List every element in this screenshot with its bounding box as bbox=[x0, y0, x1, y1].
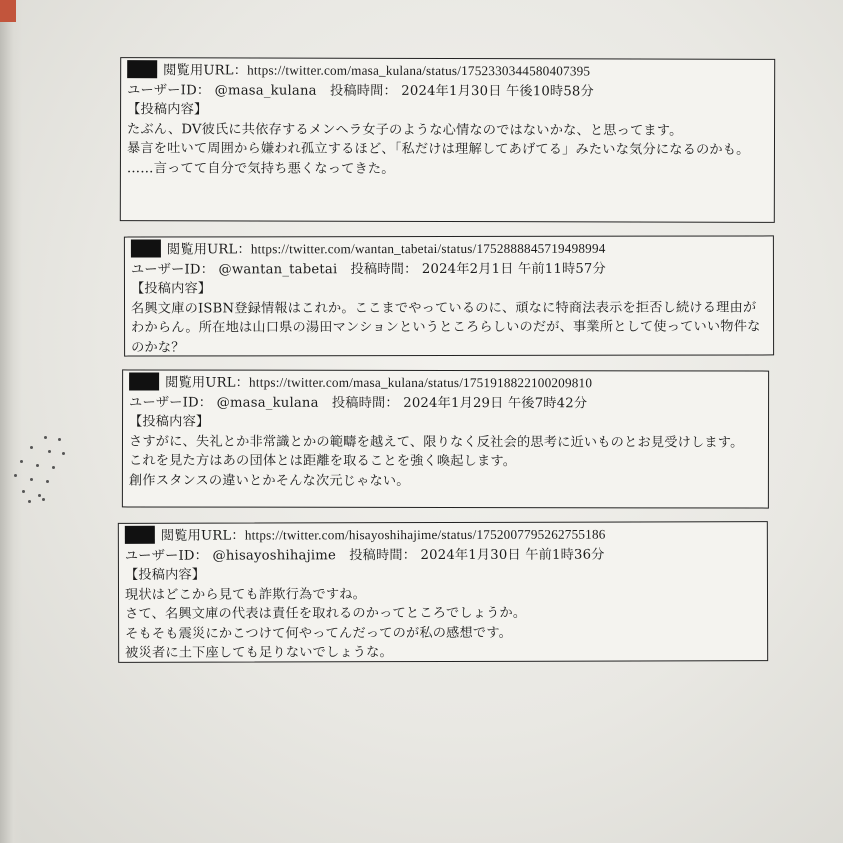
user-id: @wantan_tabetai bbox=[218, 261, 338, 277]
content-line: たぶん、DV彼氏に共依存するメンヘラ女子のような心情なのではないかな、と思ってます。 bbox=[127, 121, 683, 139]
post-card bbox=[124, 235, 774, 356]
page-shadow-edge bbox=[0, 0, 22, 843]
punch-hole-dot bbox=[30, 478, 33, 481]
punch-hole-dot bbox=[62, 452, 65, 455]
redaction-block bbox=[125, 526, 155, 544]
user-id: @masa_kulana bbox=[216, 395, 319, 411]
user-id: @hisayoshihajime bbox=[212, 547, 337, 564]
url-row bbox=[127, 60, 768, 82]
punch-hole-dot bbox=[42, 498, 45, 501]
punch-hole-dot bbox=[38, 494, 41, 497]
punch-hole-dot bbox=[30, 446, 33, 449]
url-label: 閲覧用URL： bbox=[160, 528, 245, 544]
punch-hole-dot bbox=[48, 450, 51, 453]
content-label: 【投稿内容】 bbox=[130, 281, 212, 297]
content-label: 【投稿内容】 bbox=[127, 102, 208, 118]
punch-hole-dot bbox=[46, 480, 49, 483]
punch-hole-dot bbox=[20, 460, 23, 463]
content-line: 被災者に土下座しても足りないでしょうな。 bbox=[125, 645, 393, 661]
punch-hole-dot bbox=[28, 500, 31, 503]
content-line: 現状はどこから見ても詐欺行為ですね。 bbox=[124, 586, 367, 603]
post-time: 2024年1月29日 午後7時42分 bbox=[403, 395, 588, 411]
time-label: 投稿時間： bbox=[350, 261, 418, 277]
content-label: 【投稿内容】 bbox=[124, 567, 206, 583]
user-id: @masa_kulana bbox=[214, 82, 317, 99]
url-label: 閲覧用URL： bbox=[165, 375, 250, 391]
time-label: 投稿時間： bbox=[331, 395, 399, 411]
post-url[interactable]: https://twitter.com/wantan_tabetai/status/1752888845719498994 bbox=[250, 240, 606, 257]
content-line: 名興文庫のISBN登録情報はこれか。ここまでやっているのに、頑なに特商法表示を拒否し続ける理由がわからん。所在地は山口県の湯田マンションというところらしいのだが、事業所として使っていい物件なのかな？ bbox=[131, 299, 761, 356]
url-row bbox=[125, 524, 761, 546]
punch-hole-dot bbox=[36, 464, 39, 467]
post-url[interactable]: https://twitter.com/hisayoshihajime/status/1752007795262755186 bbox=[244, 526, 606, 543]
meta-row bbox=[129, 393, 762, 414]
content-line: さすがに、失礼とか非常識とかの範疇を越えて、限りなく反社会的思考に近いものとお見受けします。 bbox=[128, 433, 744, 451]
url-label: 閲覧用URL： bbox=[166, 242, 251, 258]
content-line: 暴言を吐いて周囲から嫌われ孤立するほど、「私だけは理解してあげてる」みたいな気分になるのかも。 bbox=[126, 141, 750, 158]
content-line: さて、名興文庫の代表は責任を取れるのかってところでしょうか。 bbox=[125, 605, 527, 622]
post-time: 2024年1月30日 午後10時58分 bbox=[401, 83, 594, 99]
user-label: ユーザーID： bbox=[127, 82, 211, 98]
user-label: ユーザーID： bbox=[130, 261, 215, 278]
time-label: 投稿時間： bbox=[329, 83, 397, 99]
content-line: 創作スタンスの違いとかそんな次元じゃない。 bbox=[128, 472, 410, 489]
punch-hole-dot bbox=[58, 438, 61, 441]
meta-row bbox=[131, 259, 767, 280]
post-card bbox=[122, 369, 769, 508]
content-line: そもそも震災にかこつけて何やってんだってのが私の感想です。 bbox=[125, 625, 513, 642]
url-label: 閲覧用URL： bbox=[163, 63, 248, 79]
punch-hole-dot bbox=[44, 436, 47, 439]
meta-row bbox=[125, 545, 761, 566]
post-time: 2024年1月30日 午前1時36分 bbox=[420, 547, 605, 563]
post-card bbox=[120, 57, 775, 223]
meta-row bbox=[127, 81, 768, 102]
time-label: 投稿時間： bbox=[349, 547, 417, 563]
punch-hole-dot bbox=[22, 490, 25, 493]
redaction-block bbox=[131, 240, 161, 258]
redaction-block bbox=[127, 60, 157, 78]
user-label: ユーザーID： bbox=[129, 394, 213, 411]
red-corner-mark bbox=[0, 0, 16, 22]
punch-hole-dot bbox=[14, 474, 17, 477]
post-card bbox=[118, 521, 768, 663]
content-line: ……言ってて自分で気持ち悪くなってきた。 bbox=[126, 160, 395, 177]
content-label: 【投稿内容】 bbox=[129, 414, 210, 430]
post-url[interactable]: https://twitter.com/masa_kulana/status/1752330344580407395 bbox=[247, 62, 591, 79]
url-row bbox=[131, 238, 767, 260]
post-url[interactable]: https://twitter.com/masa_kulana/status/1751918822100209810 bbox=[249, 374, 593, 391]
user-label: ユーザーID： bbox=[124, 548, 209, 564]
punch-hole-dot bbox=[52, 466, 55, 469]
post-time: 2024年2月1日 午前11時57分 bbox=[421, 261, 606, 277]
url-row bbox=[129, 372, 762, 394]
redaction-block bbox=[129, 372, 159, 390]
content-line: これを見た方はあの団体とは距離を取ることを強く喚起します。 bbox=[128, 453, 517, 470]
